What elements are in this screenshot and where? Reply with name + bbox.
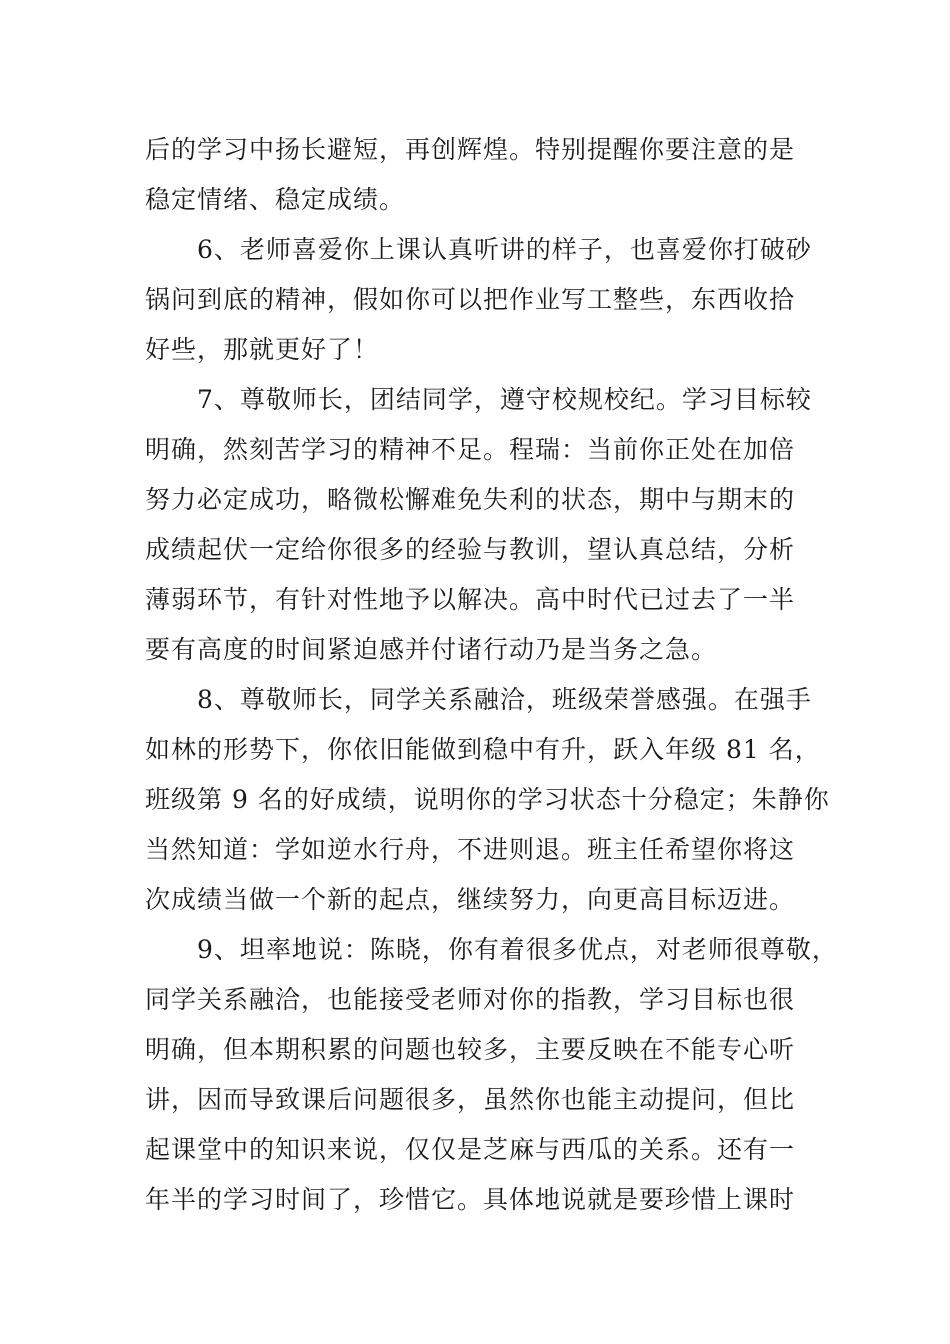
text-line: 成绩起伏一定给你很多的经验与教训，望认真总结，分析 xyxy=(145,535,796,564)
text-line: 明确，但本期积累的问题也较多，主要反映在不能专心听 xyxy=(145,1035,796,1064)
text-line: 后的学习中扬长避短，再创辉煌。特别提醒你要注意的是 xyxy=(145,135,796,164)
text-line: 当然知道：学如逆水行舟，不进则退。班主任希望你将这 xyxy=(145,835,796,864)
text-line: 稳定情绪、稳定成绩。 xyxy=(145,185,406,214)
text-line: 6、老师喜爱你上课认真听讲的样子，也喜爱你打破砂 xyxy=(197,235,812,264)
text-line: 如林的形势下，你依旧能做到稳中有升，跃入年级 81 名， xyxy=(145,735,821,764)
text-line: 锅问到底的精神，假如你可以把作业写工整些，东西收拾 xyxy=(145,285,796,314)
text-line: 年半的学习时间了，珍惜它。具体地说就是要珍惜上课时 xyxy=(145,1185,796,1214)
text-line: 次成绩当做一个新的起点，继续努力，向更高目标迈进。 xyxy=(145,885,796,914)
text-line: 努力必定成功，略微松懈难免失利的状态，期中与期末的 xyxy=(145,485,796,514)
text-line: 要有高度的时间紧迫感并付诸行动乃是当务之急。 xyxy=(145,635,718,664)
text-line: 同学关系融洽，也能接受老师对你的指教，学习目标也很 xyxy=(145,985,796,1014)
text-line: 起课堂中的知识来说，仅仅是芝麻与西瓜的关系。还有一 xyxy=(145,1135,796,1164)
text-line: 讲，因而导致课后问题很多，虽然你也能主动提问，但比 xyxy=(145,1085,796,1114)
text-line: 薄弱环节，有针对性地予以解决。高中时代已过去了一半 xyxy=(145,585,796,614)
text-line: 7、尊敬师长，团结同学，遵守校规校纪。学习目标较 xyxy=(197,385,812,414)
document-body xyxy=(145,125,838,1225)
text-line: 班级第 9 名的好成绩，说明你的学习状态十分稳定；朱静你 xyxy=(145,785,830,814)
text-line: 明确，然刻苦学习的精神不足。程瑞：当前你正处在加倍 xyxy=(145,435,796,464)
text-line: 9、坦率地说：陈晓，你有着很多优点，对老师很尊敬， xyxy=(197,935,838,964)
text-line: 8、尊敬师长，同学关系融洽，班级荣誉感强。在强手 xyxy=(197,685,812,714)
text-line: 好些，那就更好了！ xyxy=(145,335,380,364)
